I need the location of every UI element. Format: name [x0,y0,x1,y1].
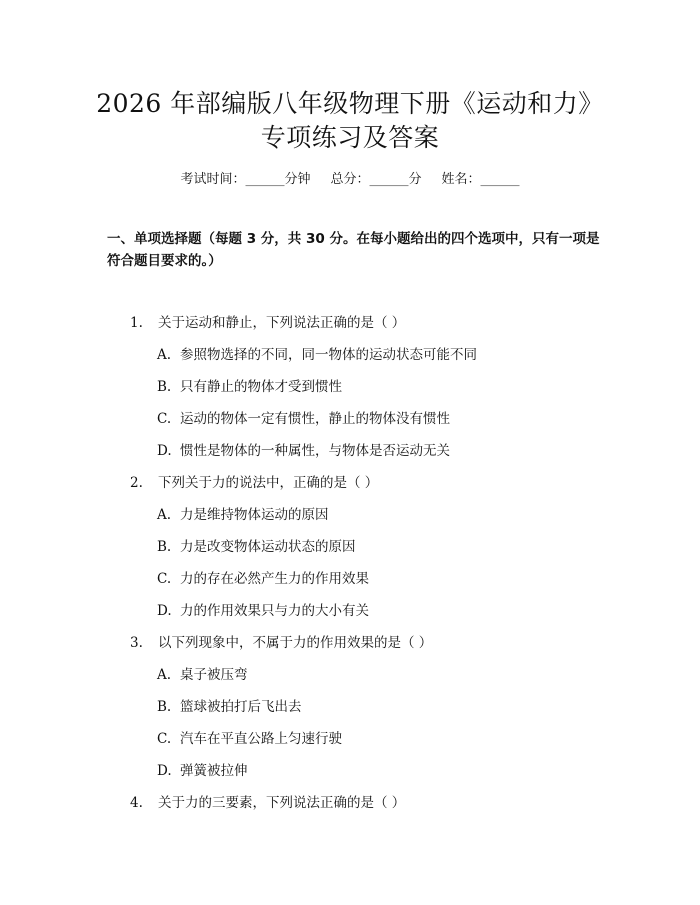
option-letter: C. [157,731,172,747]
total-score-unit: 分 [408,172,422,187]
question-3-option-a [157,663,248,683]
question-1-option-a [157,343,477,363]
question-1-option-b [157,375,342,395]
question-2-stem [130,471,378,491]
exam-time-blank: ______ [245,172,285,187]
question-1-option-d [157,439,450,459]
student-name-blank: ______ [480,172,520,187]
question-text: 关于力的三要素，下列说法正确的是（ ） [158,795,406,811]
question-4-stem [130,791,405,811]
question-number: 4. [130,795,143,811]
student-name-label: 姓名： [441,172,481,187]
question-3-option-c [157,727,342,747]
option-text: 篮球被拍打后飞出去 [180,699,302,715]
question-3-option-d [157,759,248,779]
option-text: 桌子被压弯 [180,667,248,683]
question-1-option-c [157,407,450,427]
option-letter: B. [157,539,172,555]
option-text: 参照物选择的不同，同一物体的运动状态可能不同 [180,347,477,363]
section-title-line-2: 符合题目要求的。） [107,253,222,269]
question-number: 2. [130,475,143,491]
section-title-line-1: 一、单项选择题（每题 3 分，共 30 分。在每小题给出的四个选项中，只有一项是 [107,231,600,247]
option-letter: D. [157,763,172,779]
option-text: 力的作用效果只与力的大小有关 [180,603,369,619]
total-score-label: 总分： [330,172,370,187]
option-text: 只有静止的物体才受到惯性 [180,379,342,395]
option-letter: B. [157,379,172,395]
option-text: 运动的物体一定有惯性，静止的物体没有惯性 [180,411,450,427]
option-letter: D. [157,603,172,619]
option-letter: A. [157,507,172,523]
exam-time-label: 考试时间： [180,172,246,187]
option-text: 惯性是物体的一种属性，与物体是否运动无关 [180,443,450,459]
document-title-line-1: 2026 年部编版八年级物理下册《运动和力》 [96,89,604,118]
question-2-option-b [157,535,356,555]
question-3-option-b [157,695,302,715]
question-number: 1. [130,315,143,331]
option-letter: A. [157,347,172,363]
option-letter: D. [157,443,172,459]
option-letter: B. [157,699,172,715]
option-letter: C. [157,411,172,427]
total-score-blank: ______ [369,172,409,187]
question-text: 以下列现象中，不属于力的作用效果的是（ ） [158,635,433,651]
question-2-option-d [157,599,369,619]
option-text: 力的存在必然产生力的作用效果 [180,571,369,587]
question-number: 3. [130,635,143,651]
option-letter: C. [157,571,172,587]
exam-time-unit: 分钟 [284,172,311,187]
exam-meta-line [0,168,700,187]
question-text: 关于运动和静止，下列说法正确的是（ ） [158,315,406,331]
question-1-stem [130,311,405,331]
option-text: 汽车在平直公路上匀速行驶 [180,731,342,747]
option-text: 弹簧被拉伸 [180,763,248,779]
option-text: 力是改变物体运动状态的原因 [180,539,356,555]
question-2-option-c [157,567,369,587]
option-letter: A. [157,667,172,683]
document-title-line-2: 专项练习及答案 [260,123,440,152]
question-3-stem [130,631,432,651]
option-text: 力是维持物体运动的原因 [180,507,329,523]
question-2-option-a [157,503,329,523]
question-text: 下列关于力的说法中，正确的是（ ） [158,475,379,491]
